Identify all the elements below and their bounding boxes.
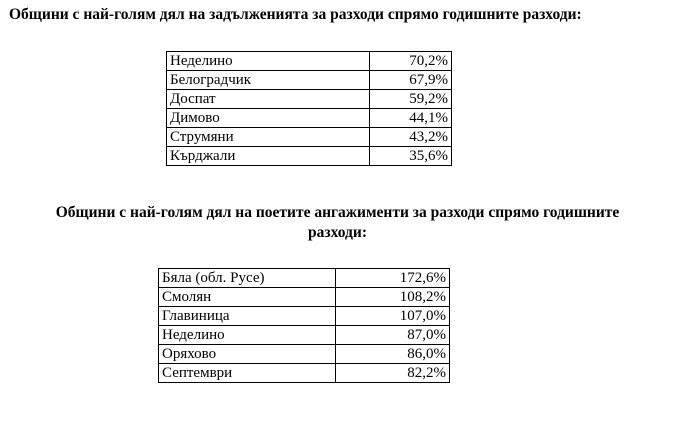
table-row (167, 71, 452, 90)
share-value: 172,6% (336, 269, 450, 288)
municipality-name: Бяла (обл. Русе) (159, 269, 336, 288)
municipality-name: Оряхово (159, 345, 336, 364)
table-row (167, 109, 452, 128)
commitments-heading-line2: разходи: (308, 224, 367, 241)
table-row (159, 269, 450, 288)
share-value: 82,2% (336, 364, 450, 383)
table-row (159, 326, 450, 345)
share-value: 44,1% (370, 109, 452, 128)
share-value: 59,2% (370, 90, 452, 109)
municipality-name: Струмяни (167, 128, 370, 147)
table-row (159, 307, 450, 326)
share-value: 35,6% (370, 147, 452, 166)
municipality-name: Белоградчик (167, 71, 370, 90)
share-value: 70,2% (370, 52, 452, 71)
municipality-name: Неделино (159, 326, 336, 345)
share-value: 67,9% (370, 71, 452, 90)
commitments-table (158, 268, 450, 383)
share-value: 108,2% (336, 288, 450, 307)
table-row (159, 288, 450, 307)
share-value: 107,0% (336, 307, 450, 326)
table-row (159, 345, 450, 364)
table-row (167, 128, 452, 147)
share-value: 87,0% (336, 326, 450, 345)
municipality-name: Главиница (159, 307, 336, 326)
commitments-heading-line1: Общини с най-голям дял на поетите ангажименти за разходи спрямо годишните (55, 204, 620, 221)
municipality-name: Димово (167, 109, 370, 128)
liabilities-table (166, 51, 452, 166)
liabilities-heading: Общини с най-голям дял на задълженията за разходи спрямо годишните разходи: (9, 6, 582, 23)
table-row (167, 52, 452, 71)
share-value: 43,2% (370, 128, 452, 147)
table-row (159, 364, 450, 383)
share-value: 86,0% (336, 345, 450, 364)
municipality-name: Смолян (159, 288, 336, 307)
commitments-heading (0, 203, 675, 243)
municipality-name: Доспат (167, 90, 370, 109)
table-row (167, 90, 452, 109)
municipality-name: Септември (159, 364, 336, 383)
table-row (167, 147, 452, 166)
municipality-name: Неделино (167, 52, 370, 71)
municipality-name: Кърджали (167, 147, 370, 166)
